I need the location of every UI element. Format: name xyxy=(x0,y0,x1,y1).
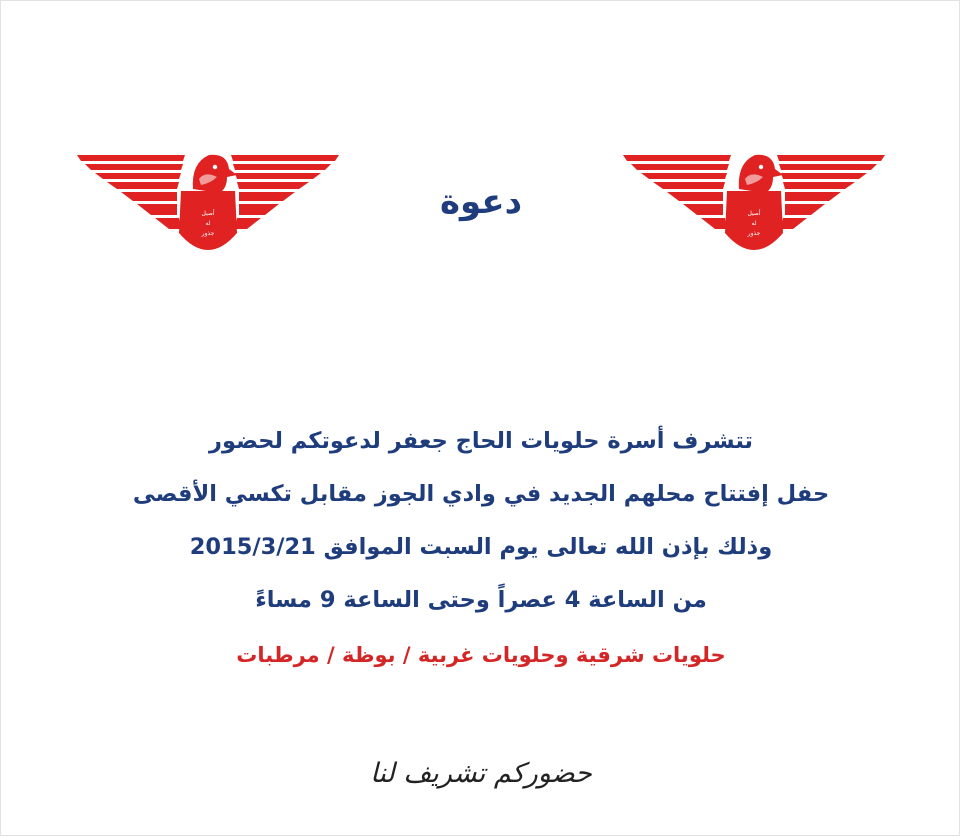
closing-signature: حضوركم تشريف لنا xyxy=(370,758,592,789)
svg-text:له: له xyxy=(205,220,211,227)
invitation-title: دعوة xyxy=(439,182,523,222)
emblem-inscription: أصيل xyxy=(201,210,215,217)
eagle-icon xyxy=(623,149,885,267)
eagle-logo-right xyxy=(623,149,885,267)
invitation-line-time: من الساعة 4 عصراً وحتى الساعة 9 مساءً xyxy=(255,587,707,613)
svg-text:جذور: جذور xyxy=(201,230,215,237)
invitation-line-occasion: حفل إفتتاح محلهم الجديد في وادي الجوز مقابل تكسي الأقصى xyxy=(132,481,830,507)
invitation-line-hosts: تتشرف أسرة حلويات الحاج جعفر لدعوتكم لحضور xyxy=(209,428,753,454)
svg-text:له: له xyxy=(751,220,757,227)
svg-text:أصيل: أصيل xyxy=(747,210,761,217)
svg-text:جذور: جذور xyxy=(747,230,761,237)
eagle-logo-left xyxy=(77,149,339,267)
invitation-line-date: وذلك بإذن الله تعالى يوم السبت الموافق 2015/3/21 xyxy=(189,534,773,560)
invitation-body xyxy=(101,415,861,677)
menu-offerings: حلويات شرقية وحلويات غربية / بوظة / مرطبات xyxy=(236,643,726,667)
eagle-icon xyxy=(77,149,339,267)
